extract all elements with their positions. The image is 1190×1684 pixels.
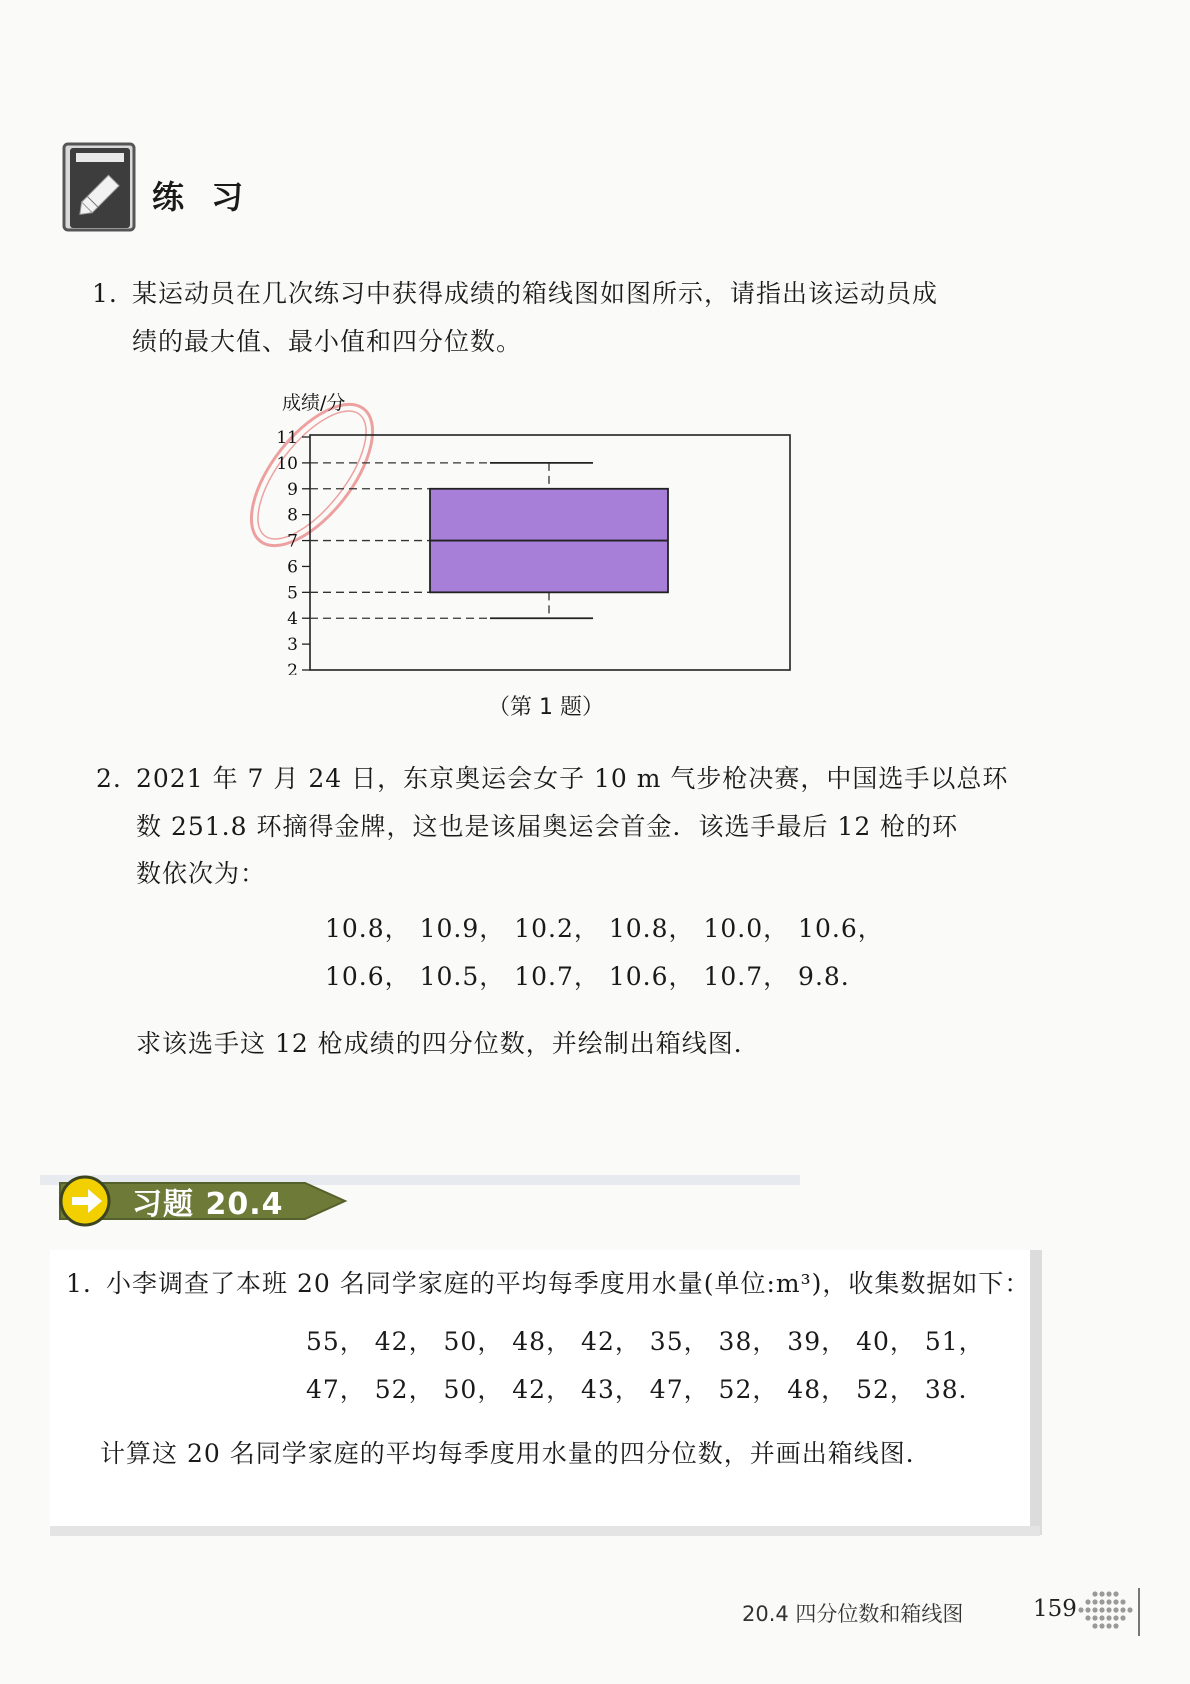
q2-ask: 求该选手这 12 枪成绩的四分位数，并绘制出箱线图．	[136, 1029, 760, 1058]
footer-dot	[1085, 1615, 1090, 1620]
q2-data-row-2: 10.6， 10.5， 10.7， 10.6， 10.7， 9.8．	[325, 962, 867, 991]
footer-dot	[1092, 1623, 1097, 1628]
y-tick-label: 11	[276, 428, 298, 448]
footer-dot	[1092, 1591, 1097, 1596]
footer-dot	[1099, 1607, 1104, 1612]
e1-ask: 计算这 20 名同学家庭的平均每季度用水量的四分位数，并画出箱线图．	[100, 1439, 932, 1468]
footer-dot	[1099, 1623, 1104, 1628]
footer-section-title: 20.4 四分位数和箱线图	[742, 1602, 964, 1626]
footer-dot	[1106, 1615, 1111, 1620]
y-tick-label: 5	[287, 583, 298, 604]
pencil-notebook-icon	[60, 140, 140, 235]
y-tick-label: 3	[287, 635, 298, 656]
practice-q1-line2: 绩的最大值、最小值和四分位数。	[132, 327, 523, 356]
footer-dot	[1120, 1599, 1125, 1604]
footer-dot	[1092, 1615, 1097, 1620]
e1-text: 小李调查了本班 20 名同学家庭的平均每季度用水量(单位:m³)，收集数据如下：	[106, 1269, 1031, 1298]
footer-dot	[1085, 1607, 1090, 1612]
footer-dot	[1120, 1607, 1125, 1612]
y-tick-label: 8	[287, 505, 298, 526]
exercise-e1-line1	[66, 1260, 1030, 1308]
footer-dot	[1099, 1615, 1104, 1620]
figure-caption: （第 1 题）	[488, 695, 604, 720]
q2-number: 2.	[96, 764, 122, 793]
boxplot-chart	[240, 385, 800, 675]
footer-dot	[1113, 1607, 1118, 1612]
footer-dot	[1113, 1599, 1118, 1604]
e1-data-row-2: 47， 52， 50， 42， 43， 47， 52， 48， 52， 38．	[306, 1375, 985, 1404]
practice-q2-line1	[96, 755, 1008, 803]
y-tick-label: 7	[287, 531, 298, 552]
exercise-title: 习题 20.4	[132, 1187, 284, 1222]
practice-title: 练 习	[152, 178, 252, 216]
practice-q2-line3: 数依次为：	[136, 859, 267, 888]
q1-number: 1.	[92, 279, 118, 308]
footer-dot	[1113, 1615, 1118, 1620]
footer-dot	[1113, 1623, 1118, 1628]
e1-number: 1.	[66, 1269, 92, 1298]
page-dots-decoration	[1075, 1588, 1145, 1636]
footer-dot	[1127, 1607, 1132, 1612]
footer-dot	[1106, 1599, 1111, 1604]
practice-q1-line1	[92, 270, 992, 318]
practice-q2-line2: 数 251.8 环摘得金牌，这也是该届奥运会首金．该选手最后 12 枪的环	[136, 812, 959, 841]
footer-dot	[1120, 1615, 1125, 1620]
footer-dot	[1106, 1623, 1111, 1628]
footer-dot	[1113, 1591, 1118, 1596]
y-tick-label: 10	[276, 453, 298, 474]
footer-dot	[1099, 1599, 1104, 1604]
q2-text: 2021 年 7 月 24 日，东京奥运会女子 10 m 气步枪决赛，中国选手以总环	[136, 764, 1009, 793]
y-tick-label: 9	[287, 479, 298, 500]
y-tick-label: 6	[287, 557, 298, 578]
q2-data-row-1: 10.8， 10.9， 10.2， 10.8， 10.0， 10.6，	[325, 914, 884, 943]
footer-dot	[1092, 1607, 1097, 1612]
footer-dot	[1085, 1599, 1090, 1604]
footer-dot	[1099, 1591, 1104, 1596]
footer-dot	[1106, 1607, 1111, 1612]
e1-data-row-1: 55， 42， 50， 48， 42， 35， 38， 39， 40， 51，	[306, 1327, 985, 1356]
page-number: 159	[1033, 1596, 1077, 1622]
y-tick-label: 2	[287, 661, 298, 675]
y-tick-label: 4	[287, 609, 298, 630]
q1-text: 某运动员在几次练习中获得成绩的箱线图如图所示，请指出该运动员成	[132, 279, 939, 308]
chart-y-axis-label: 成绩/分	[282, 392, 346, 414]
footer-dot	[1078, 1607, 1083, 1612]
footer-dot	[1106, 1591, 1111, 1596]
footer-dot	[1092, 1599, 1097, 1604]
